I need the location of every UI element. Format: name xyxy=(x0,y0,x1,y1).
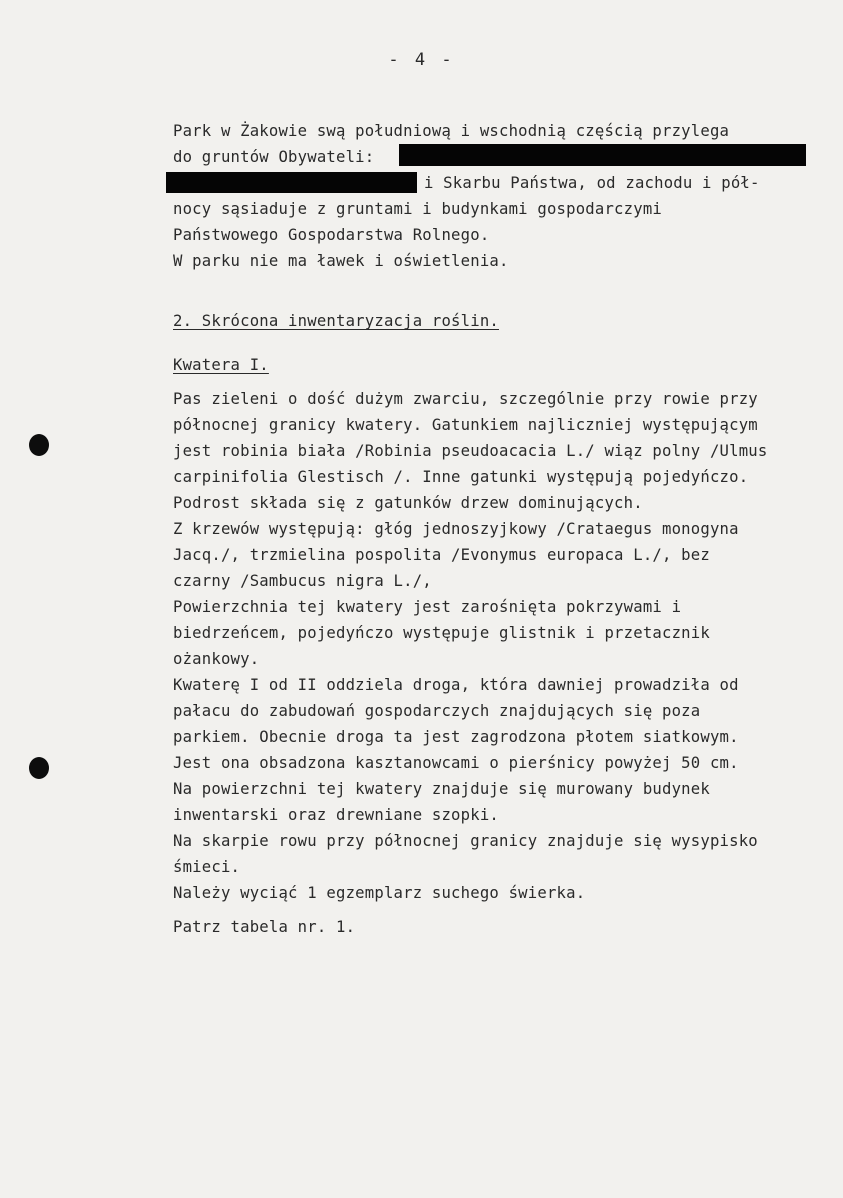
body-line: jest robinia biała /Robinia pseudoacacia L./ wiąz polny /Ulmus xyxy=(173,442,768,460)
body-line: inwentarski oraz drewniane szopki. xyxy=(173,806,499,824)
body-line: Z krzewów występują: głóg jednoszyjkowy /Crataegus monogyna xyxy=(173,520,739,538)
body-line: Jest ona obsadzona kasztanowcami o pierśnicy powyżej 50 cm. xyxy=(173,754,739,772)
body-line: Podrost składa się z gatunków drzew dominujących. xyxy=(173,494,643,512)
intro-line-5: Państwowego Gospodarstwa Rolnego. xyxy=(173,226,490,244)
punch-hole xyxy=(29,434,49,456)
body-line: Jacq./, trzmielina pospolita /Evonymus europaca L./, bez xyxy=(173,546,710,564)
body-line: ożankowy. xyxy=(173,650,260,668)
redaction-bar xyxy=(166,172,417,193)
body-line: Na skarpie rowu przy północnej granicy znajduje się wysypisko xyxy=(173,832,758,850)
body-line: Powierzchnia tej kwatery jest zarośnięta pokrzywami i xyxy=(173,598,682,616)
punch-hole xyxy=(29,757,49,779)
body-line: parkiem. Obecnie droga ta jest zagrodzona płotem siatkowym. xyxy=(173,728,739,746)
body-line: Należy wyciąć 1 egzemplarz suchego świerka. xyxy=(173,884,586,902)
closing-line: Patrz tabela nr. 1. xyxy=(173,918,356,936)
subheading: Kwatera I. xyxy=(173,356,269,374)
body-line: Na powierzchni tej kwatery znajduje się murowany budynek xyxy=(173,780,710,798)
intro-line-3: i Skarbu Państwa, od zachodu i pół- xyxy=(424,174,760,192)
intro-line-4: nocy sąsiaduje z gruntami i budynkami gospodarczymi xyxy=(173,200,662,218)
body-line: północnej granicy kwatery. Gatunkiem najliczniej występującym xyxy=(173,416,758,434)
body-line: czarny /Sambucus nigra L./, xyxy=(173,572,432,590)
section-heading: 2. Skrócona inwentaryzacja roślin. xyxy=(173,312,499,330)
body-line: carpinifolia Glestisch /. Inne gatunki występują pojedyńczo. xyxy=(173,468,749,486)
body-line: Kwaterę I od II oddziela droga, która dawniej prowadziła od xyxy=(173,676,739,694)
body-line: Pas zieleni o dość dużym zwarciu, szczególnie przy rowie przy xyxy=(173,390,758,408)
body-line: pałacu do zabudowań gospodarczych znajdujących się poza xyxy=(173,702,701,720)
intro-line-1: Park w Żakowie swą południową i wschodnią częścią przylega xyxy=(173,122,730,140)
body-line: śmieci. xyxy=(173,858,241,876)
body-line: biedrzeńcem, pojedyńczo występuje glistnik i przetacznik xyxy=(173,624,710,642)
intro-line-6: W parku nie ma ławek i oświetlenia. xyxy=(173,252,509,270)
page-number: - 4 - xyxy=(388,50,455,70)
redaction-bar xyxy=(399,144,806,166)
intro-line-2: do gruntów Obywateli: xyxy=(173,148,375,166)
